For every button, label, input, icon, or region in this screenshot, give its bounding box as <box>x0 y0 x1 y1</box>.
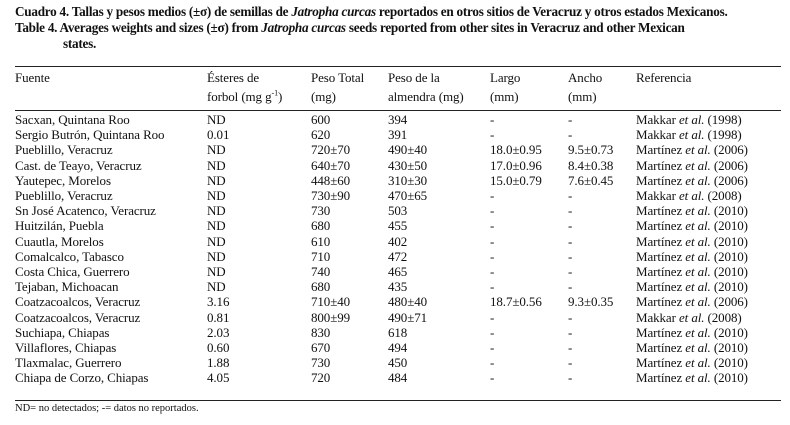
cell-ancho: - <box>568 233 573 249</box>
cell-ancho: - <box>568 127 573 143</box>
cell-peso-total: 730 <box>311 203 331 219</box>
cell-ancho: - <box>568 203 573 219</box>
cell-peso-almendra: 310±30 <box>388 172 428 188</box>
top-rule <box>15 66 781 67</box>
cell-fuente: Yautepec, Morelos <box>15 172 111 188</box>
cell-ancho: - <box>568 248 573 264</box>
header-fuente: Fuente <box>15 70 50 85</box>
cell-peso-almendra: 470±65 <box>388 188 428 204</box>
cell-largo: - <box>490 264 495 280</box>
cell-referencia: Makkar et al. (2008) <box>636 188 742 204</box>
cell-esteres: 1.88 <box>207 355 230 371</box>
cell-fuente: Coatzacoalcos, Veracruz <box>15 294 141 310</box>
cell-peso-total: 730±90 <box>311 188 351 204</box>
cell-ancho: - <box>568 309 573 325</box>
cell-referencia: Martínez et al. (2010) <box>636 233 748 249</box>
cell-ancho: - <box>568 324 573 340</box>
cell-esteres: 0.60 <box>207 340 230 356</box>
cell-esteres: 4.05 <box>207 370 230 386</box>
bottom-rule <box>15 400 781 401</box>
cell-peso-total: 710 <box>311 248 331 264</box>
cell-peso-total: 800±99 <box>311 309 351 325</box>
table-caption <box>15 4 785 52</box>
cell-referencia: Martínez et al. (2006) <box>636 142 748 158</box>
cell-peso-almendra: 450 <box>388 355 408 371</box>
cell-peso-almendra: 435 <box>388 279 408 295</box>
cell-referencia: Martínez et al. (2010) <box>636 203 748 219</box>
cell-peso-total: 620 <box>311 127 331 143</box>
cell-esteres: ND <box>207 248 226 264</box>
cell-largo: - <box>490 355 495 371</box>
cell-esteres: 0.81 <box>207 309 230 325</box>
cell-fuente: Sergio Butrón, Quintana Roo <box>15 127 165 143</box>
cell-largo: - <box>490 309 495 325</box>
cell-ancho: - <box>568 340 573 356</box>
cell-ancho: 8.4±0.38 <box>568 157 614 173</box>
cell-peso-almendra: 465 <box>388 264 408 280</box>
cell-largo: 18.0±0.95 <box>490 142 542 158</box>
table-row <box>15 279 781 294</box>
cell-referencia: Martínez et al. (2010) <box>636 370 748 386</box>
cell-fuente: Tejaban, Michoacan <box>15 279 119 295</box>
table-row <box>15 249 781 264</box>
cell-peso-total: 448±60 <box>311 172 351 188</box>
table-row <box>15 310 781 325</box>
cell-peso-almendra: 490±71 <box>388 309 428 325</box>
table-row <box>15 325 781 340</box>
cell-referencia: Martínez et al. (2006) <box>636 294 748 310</box>
cell-largo: - <box>490 203 495 219</box>
table-row <box>15 234 781 249</box>
cell-esteres: ND <box>207 112 226 127</box>
table-row <box>15 158 781 173</box>
cell-fuente: Coatzacoalcos, Veracruz <box>15 309 141 325</box>
cell-largo: - <box>490 340 495 356</box>
header-row <box>15 68 781 110</box>
cell-peso-total: 730 <box>311 355 331 371</box>
cell-referencia: Martínez et al. (2010) <box>636 248 748 264</box>
cell-peso-almendra: 394 <box>388 112 408 127</box>
table-row <box>15 110 781 127</box>
cell-peso-total: 680 <box>311 279 331 295</box>
cell-referencia: Martínez et al. (2010) <box>636 324 748 340</box>
cell-peso-almendra: 484 <box>388 370 408 386</box>
cell-largo: - <box>490 218 495 234</box>
cell-esteres: 3.16 <box>207 294 230 310</box>
table-row <box>15 127 781 142</box>
cell-peso-almendra: 472 <box>388 248 408 264</box>
cell-peso-total: 640±70 <box>311 157 351 173</box>
caption-english: Table 4. Averages weights and sizes (±σ) from Jatropha curcas seeds reported from other sites in Veracruz and other Mexican states. <box>15 20 685 51</box>
header-ancho: Ancho (mm) <box>568 70 603 104</box>
table-row <box>15 355 781 370</box>
cell-fuente: Chiapa de Corzo, Chiapas <box>15 370 149 386</box>
table-row <box>15 370 781 385</box>
cell-peso-total: 710±40 <box>311 294 351 310</box>
header-largo: Largo (mm) <box>490 70 521 104</box>
cell-referencia: Martínez et al. (2010) <box>636 264 748 280</box>
cell-peso-almendra: 430±50 <box>388 157 428 173</box>
cell-esteres: ND <box>207 218 226 234</box>
table-row <box>15 173 781 188</box>
cell-esteres: ND <box>207 203 226 219</box>
cell-peso-almendra: 494 <box>388 340 408 356</box>
cell-fuente: Suchiapa, Chiapas <box>15 324 110 340</box>
cell-ancho: - <box>568 188 573 204</box>
cell-referencia: Martínez et al. (2010) <box>636 355 748 371</box>
cell-ancho: - <box>568 218 573 234</box>
cell-esteres: ND <box>207 233 226 249</box>
cell-referencia: Makkar et al. (1998) <box>636 127 742 143</box>
cell-largo: 15.0±0.79 <box>490 172 542 188</box>
cell-largo: - <box>490 233 495 249</box>
cell-fuente: Pueblillo, Veracruz <box>15 142 113 158</box>
cell-peso-total: 830 <box>311 324 331 340</box>
cell-peso-total: 600 <box>311 112 331 127</box>
cell-peso-almendra: 503 <box>388 203 408 219</box>
cell-fuente: Sn José Acatenco, Veracruz <box>15 203 156 219</box>
cell-esteres: 2.03 <box>207 324 230 340</box>
cell-referencia: Martínez et al. (2006) <box>636 157 748 173</box>
cell-fuente: Villaflores, Chiapas <box>15 340 117 356</box>
cell-peso-total: 670 <box>311 340 331 356</box>
cell-fuente: Comalcalco, Tabasco <box>15 248 124 264</box>
cell-ancho: - <box>568 279 573 295</box>
cell-referencia: Martínez et al. (2010) <box>636 218 748 234</box>
cell-peso-almendra: 480±40 <box>388 294 428 310</box>
cell-ancho: 7.6±0.45 <box>568 172 614 188</box>
cell-fuente: Huitzilán, Puebla <box>15 218 104 234</box>
table-row <box>15 218 781 233</box>
header-peso-total: Peso Total (mg) <box>311 70 365 104</box>
cell-largo: - <box>490 248 495 264</box>
cell-esteres: ND <box>207 279 226 295</box>
cell-esteres: ND <box>207 188 226 204</box>
cell-largo: 18.7±0.56 <box>490 294 542 310</box>
cell-peso-almendra: 391 <box>388 127 408 143</box>
cell-esteres: ND <box>207 142 226 158</box>
header-peso-almendra: Peso de la almendra (mg) <box>388 70 464 104</box>
header-esteres: Ésteres de forbol (mg $g^{-1}$) <box>207 70 283 104</box>
table-row <box>15 142 781 157</box>
cell-ancho: - <box>568 112 573 127</box>
cell-largo: - <box>490 188 495 204</box>
data-table <box>15 68 781 386</box>
cell-ancho: 9.5±0.73 <box>568 142 614 158</box>
cell-referencia: Martínez et al. (2010) <box>636 279 748 295</box>
cell-peso-almendra: 490±40 <box>388 142 428 158</box>
cell-esteres: 0.01 <box>207 127 230 143</box>
cell-peso-total: 680 <box>311 218 331 234</box>
cell-largo: - <box>490 370 495 386</box>
table-row <box>15 203 781 218</box>
cell-esteres: ND <box>207 157 226 173</box>
table-row <box>15 294 781 309</box>
cell-largo: - <box>490 279 495 295</box>
caption-spanish: Cuadro 4. Tallas y pesos medios (±σ) de semillas de Jatropha curcas reportados en otros sitios de Veracruz y otros estados Mexicanos. <box>15 4 728 19</box>
cell-peso-total: 610 <box>311 233 331 249</box>
cell-ancho: 9.3±0.35 <box>568 294 614 310</box>
table-row <box>15 340 781 355</box>
cell-ancho: - <box>568 264 573 280</box>
cell-esteres: ND <box>207 172 226 188</box>
cell-referencia: Martínez et al. (2010) <box>636 340 748 356</box>
cell-ancho: - <box>568 355 573 371</box>
cell-largo: 17.0±0.96 <box>490 157 542 173</box>
cell-largo: - <box>490 127 495 143</box>
cell-referencia: Makkar et al. (1998) <box>636 112 742 127</box>
cell-referencia: Martínez et al. (2006) <box>636 172 748 188</box>
table-row <box>15 264 781 279</box>
cell-fuente: Tlaxmalac, Guerrero <box>15 355 122 371</box>
cell-peso-almendra: 618 <box>388 324 408 340</box>
cell-peso-almendra: 455 <box>388 218 408 234</box>
cell-largo: - <box>490 324 495 340</box>
cell-esteres: ND <box>207 264 226 280</box>
cell-fuente: Sacxan, Quintana Roo <box>15 112 130 127</box>
cell-peso-total: 740 <box>311 264 331 280</box>
table-row <box>15 188 781 203</box>
cell-fuente: Cuautla, Morelos <box>15 233 104 249</box>
cell-fuente: Pueblillo, Veracruz <box>15 188 113 204</box>
cell-referencia: Makkar et al. (2008) <box>636 309 742 325</box>
cell-largo: - <box>490 112 495 127</box>
cell-peso-almendra: 402 <box>388 233 408 249</box>
header-referencia: Referencia <box>636 70 692 85</box>
cell-fuente: Cast. de Teayo, Veracruz <box>15 157 142 173</box>
cell-peso-total: 720 <box>311 370 331 386</box>
table-footnote: ND= no detectados; -= datos no reportados. <box>15 403 199 414</box>
cell-ancho: - <box>568 370 573 386</box>
cell-fuente: Costa Chica, Guerrero <box>15 264 130 280</box>
cell-peso-total: 720±70 <box>311 142 351 158</box>
